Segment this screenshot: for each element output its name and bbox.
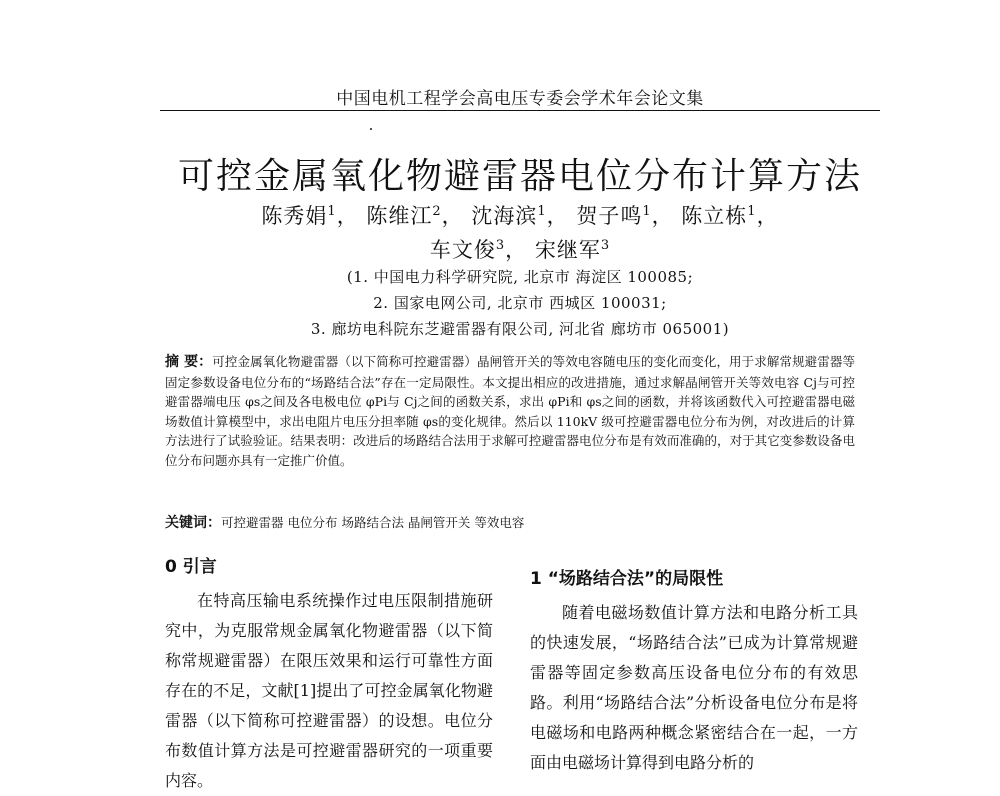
header-rule xyxy=(160,110,880,111)
section-1-body xyxy=(530,598,858,772)
keywords-label: 关键词： xyxy=(165,515,221,531)
author: 陈立栋$^1$， xyxy=(681,204,779,228)
affiliation-3: 3. 廊坊电科院东芝避雷器有限公司, 河北省 廊坊市 065001) xyxy=(310,320,730,338)
section-0-body xyxy=(165,586,493,790)
scan-speck xyxy=(370,128,372,130)
paragraph: 随着电磁场数值计算方法和电路分析工具的快速发展，“场路结合法”已成为计算常规避雷器等固定参数高压设备电位分布的有效思路。利用“场路结合法”分析设备电位分布是将电磁场和电路两种概念紧密结合在一起，一方面由电磁场计算得到电路分析的 xyxy=(530,603,858,772)
author: 贺子鸣$^1$， xyxy=(576,204,674,228)
journal-header: 中国电机工程学会高电压专委会学术年会论文集 xyxy=(336,89,704,109)
author: 车文俊$^3$， xyxy=(429,238,528,262)
authors-line-2 xyxy=(120,234,920,264)
keywords xyxy=(165,512,855,532)
author: 陈维江$^2$， xyxy=(366,204,464,228)
keywords-text: 可控避雷器 电位分布 场路结合法 晶闸管开关 等效电容 xyxy=(221,515,525,530)
authors-line-1 xyxy=(120,200,920,230)
section-0-heading: 0 引言 xyxy=(165,557,217,577)
paragraph: 在特高压输电系统操作过电压限制措施研究中，为克服常规金属氧化物避雷器（以下简称常规避雷器）在限压效果和运行可靠性方面存在的不足，文献[1]提出了可控金属氧化物避雷器（以下简称可控避雷器）的设想。电位分布数值计算方法是可控避雷器研究的一项重要内容。 xyxy=(165,591,493,790)
abstract-text: 可控金属氧化物避雷器（以下简称可控避雷器）晶闸管开关的等效电容随电压的变化而变化，用于求解常规避雷器等固定参数设备电位分布的“场路结合法”存在一定局限性。本文提出相应的改进措施，通过求解晶闸管开关等效电容 Cj与可控避雷器端电压 φs之间及各电极电位 φPi与 Cj之间的函数关系，求出 φPi和 φs之间的函数，并将该函数代入可控避雷器电磁场数值计算模型中，求出电阻片电压分担率随 φs的变化规律。然后以 110kV 级可控避雷器电位分布为例，对改进后的计算方法进行了试验验证。结果表明：改进后的场路结合法用于求解可控避雷器电位分布是有效而准确的，对于其它变参数设备电位分布问题亦具有一定推广价值。 xyxy=(165,354,855,468)
affiliation-2: 2. 国家电网公司, 北京市 西城区 100031; xyxy=(373,294,667,312)
section-1-heading: 1 “场路结合法”的局限性 xyxy=(530,569,724,589)
author: 宋继军$^3$ xyxy=(534,238,611,262)
author: 沈海滨$^1$， xyxy=(471,204,569,228)
affiliation-1: (1. 中国电力科学研究院, 北京市 海淀区 100085; xyxy=(346,268,694,286)
paper-title: 可控金属氧化物避雷器电位分布计算方法 xyxy=(177,156,862,197)
abstract-label: 摘 要： xyxy=(165,354,213,370)
abstract xyxy=(165,352,855,470)
author: 陈秀娟$^1$， xyxy=(261,204,359,228)
